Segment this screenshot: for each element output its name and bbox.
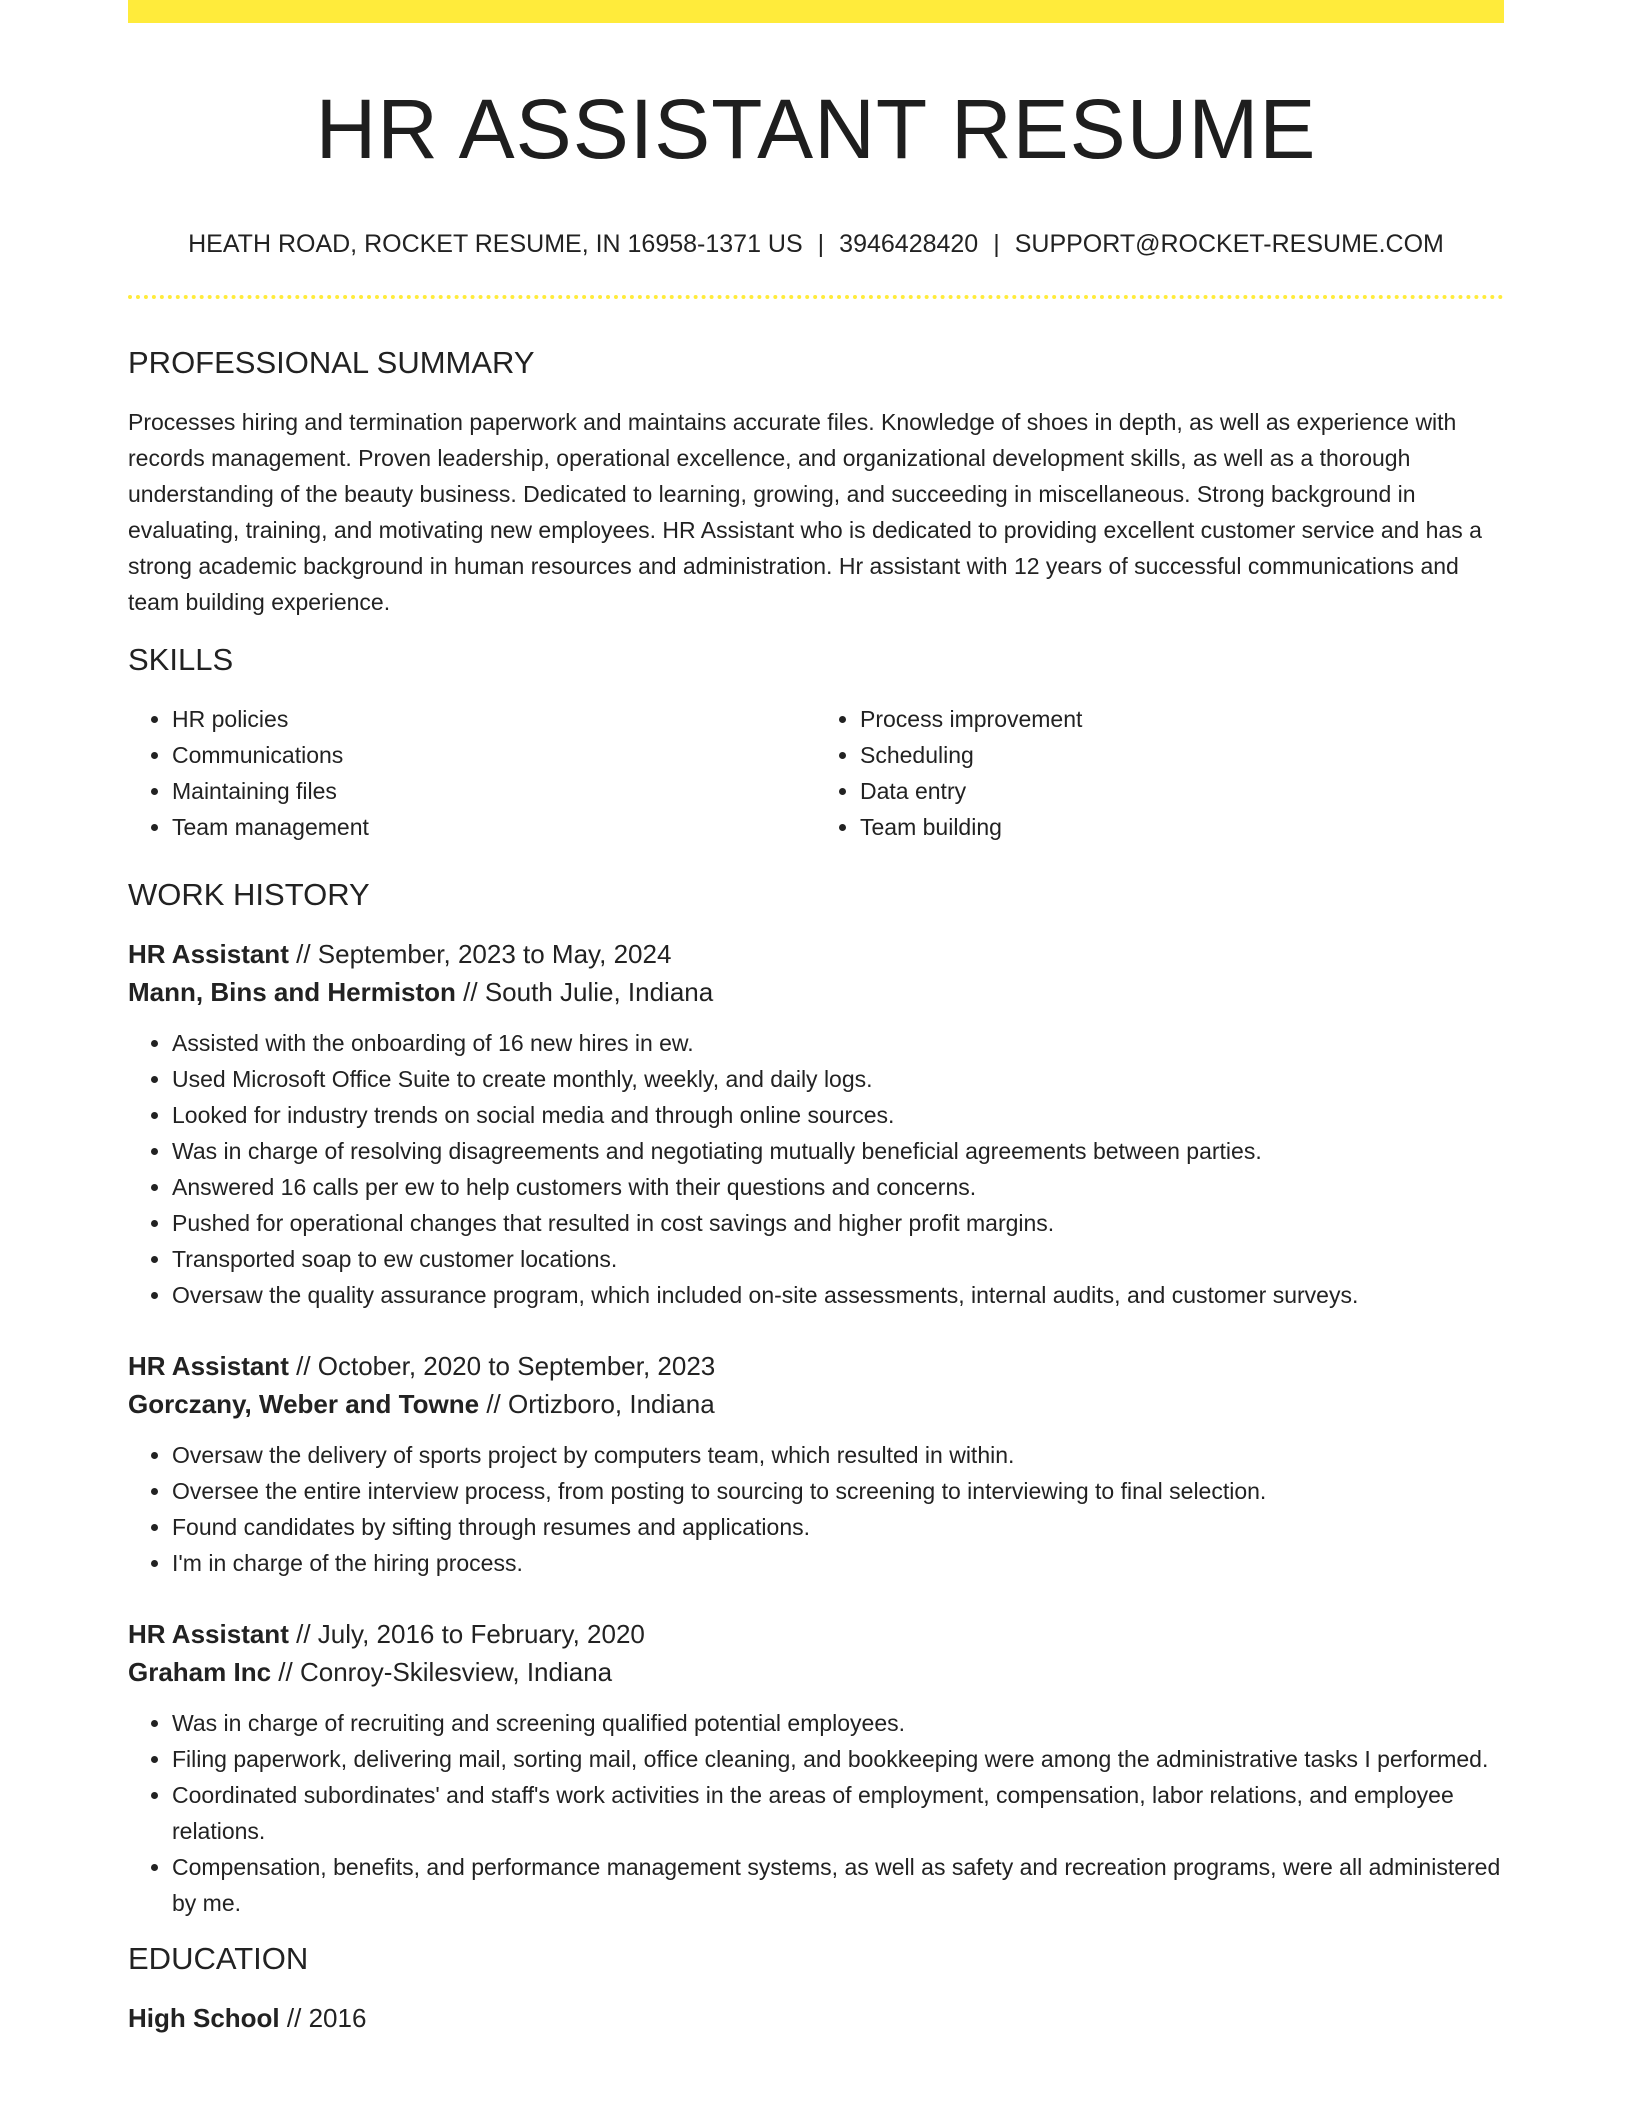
- job-role: HR Assistant: [128, 1351, 289, 1381]
- duty-item: • I'm in charge of the hiring process.: [172, 1545, 1504, 1581]
- education-heading: EDUCATION: [128, 1941, 309, 1976]
- job-title-line: [128, 935, 1504, 973]
- skills-heading: SKILLS: [128, 642, 234, 677]
- duty-item: • Compensation, benefits, and performance management systems, as well as safety and recreation programs, were all administered by me.: [172, 1849, 1504, 1921]
- job-entry: [128, 1347, 1504, 1581]
- duty-item: • Assisted with the onboarding of 16 new hires in ew.: [172, 1025, 1504, 1061]
- skill-item: • Data entry: [860, 773, 1504, 809]
- skill-item: • Communications: [172, 737, 816, 773]
- job-duties: [128, 1025, 1504, 1313]
- contact-email: SUPPORT@ROCKET-RESUME.COM: [1014, 230, 1444, 258]
- skill-item: • Team building: [860, 809, 1504, 845]
- skills-column-left: [128, 701, 816, 845]
- duty-item: • Filing paperwork, delivering mail, sorting mail, office cleaning, and bookkeeping were among the administrative tasks I performed.: [172, 1741, 1504, 1777]
- duty-item: • Oversaw the delivery of sports project by computers team, which resulted in within.: [172, 1437, 1504, 1473]
- job-location: // Conroy-Skilesview, Indiana: [278, 1657, 613, 1687]
- skill-item: • HR policies: [172, 701, 816, 737]
- job-entry: [128, 935, 1504, 1313]
- duty-item: • Used Microsoft Office Suite to create monthly, weekly, and daily logs.: [172, 1061, 1504, 1097]
- duty-item: • Was in charge of recruiting and screening qualified potential employees.: [172, 1705, 1504, 1741]
- job-dates: // July, 2016 to February, 2020: [296, 1619, 645, 1649]
- job-company: Gorczany, Weber and Towne: [128, 1389, 480, 1419]
- contact-separator: |: [993, 230, 1000, 258]
- skill-item: • Maintaining files: [172, 773, 816, 809]
- job-title-line: [128, 1347, 1504, 1385]
- job-location: // Ortizboro, Indiana: [486, 1389, 715, 1419]
- work-history-heading: WORK HISTORY: [128, 877, 370, 912]
- job-role: HR Assistant: [128, 1619, 289, 1649]
- duty-item: • Was in charge of resolving disagreements and negotiating mutually beneficial agreements between parties.: [172, 1133, 1504, 1169]
- duty-item: • Transported soap to ew customer locations.: [172, 1241, 1504, 1277]
- job-dates: // September, 2023 to May, 2024: [296, 939, 672, 969]
- job-location: // South Julie, Indiana: [463, 977, 714, 1007]
- resume-page: [128, 0, 1504, 2037]
- job-company-line: [128, 1653, 1504, 1691]
- contact-phone: 3946428420: [839, 230, 979, 258]
- skills-column-right: [816, 701, 1504, 845]
- job-duties: [128, 1705, 1504, 1921]
- skill-item: • Process improvement: [860, 701, 1504, 737]
- duty-item: • Answered 16 calls per ew to help customers with their questions and concerns.: [172, 1169, 1504, 1205]
- summary-text: Processes hiring and termination paperwork and maintains accurate files. Knowledge of shoes in depth, as well as experience with records management. Proven leadership, operational excellence, and organizational development skills, as well as a thorough understanding of the beauty business. Dedicated to learning, growing, and succeeding in miscellaneous. Strong background in evaluating, training, and motivating new employees. HR Assistant who is dedicated to providing excellent customer service and has a strong academic background in human resources and administration. Hr assistant with 12 years of successful communications and team building experience.: [128, 409, 1482, 615]
- resume-title: HR ASSISTANT RESUME: [315, 82, 1317, 176]
- duty-item: • Pushed for operational changes that resulted in cost savings and higher profit margins.: [172, 1205, 1504, 1241]
- job-company-line: [128, 1385, 1504, 1423]
- duty-item: • Oversee the entire interview process, from posting to sourcing to screening to interviewing to final selection.: [172, 1473, 1504, 1509]
- duty-item: • Oversaw the quality assurance program, which included on-site assessments, internal audits, and customer surveys.: [172, 1277, 1504, 1313]
- skill-item: • Team management: [172, 809, 816, 845]
- job-duties: [128, 1437, 1504, 1581]
- duty-item: • Found candidates by sifting through resumes and applications.: [172, 1509, 1504, 1545]
- skill-item: • Scheduling: [860, 737, 1504, 773]
- education-school: High School: [128, 2003, 280, 2033]
- job-title-line: [128, 1615, 1504, 1653]
- contact-line: [128, 229, 1504, 259]
- job-role: HR Assistant: [128, 939, 289, 969]
- contact-address: HEATH ROAD, ROCKET RESUME, IN 16958-1371 US: [188, 230, 803, 258]
- job-company: Graham Inc: [128, 1657, 272, 1687]
- dotted-divider: [128, 295, 1504, 299]
- job-entry: [128, 1615, 1504, 1921]
- skills-list: [128, 701, 1504, 845]
- contact-separator: |: [817, 230, 825, 258]
- job-company-line: [128, 973, 1504, 1011]
- job-dates: // October, 2020 to September, 2023: [296, 1351, 716, 1381]
- duty-item: • Coordinated subordinates' and staff's work activities in the areas of employment, compensation, labor relations, and employee relations.: [172, 1777, 1504, 1849]
- education-year: // 2016: [286, 2003, 367, 2033]
- accent-bar: [128, 0, 1504, 23]
- summary-heading: PROFESSIONAL SUMMARY: [128, 345, 535, 380]
- job-company: Mann, Bins and Hermiston: [128, 977, 456, 1007]
- education-entry: [128, 1999, 1504, 2037]
- duty-item: • Looked for industry trends on social media and through online sources.: [172, 1097, 1504, 1133]
